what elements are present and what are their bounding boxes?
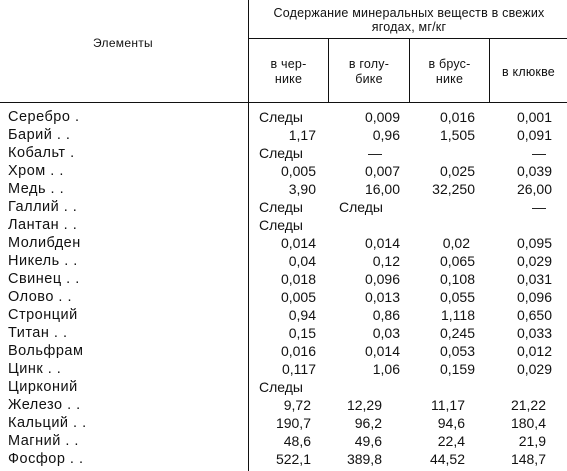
header-bog-bilberry [329, 42, 409, 102]
table-row [0, 108, 567, 126]
table-row [0, 378, 567, 396]
value-blueberry: 9,72 [283, 397, 311, 413]
value-blueberry: 522,1 [275, 451, 311, 467]
element-name: Галлий . . [8, 199, 78, 215]
value-bog-bilberry: 0,12 [372, 253, 400, 269]
header-bottom-line [0, 102, 567, 103]
value-cranberry: 0,091 [516, 127, 552, 143]
value-blueberry: 0,018 [280, 271, 316, 287]
value-bog-bilberry: 0,007 [364, 163, 400, 179]
value-bog-bilberry: 389,8 [346, 451, 382, 467]
element-name: Магний . . [8, 433, 79, 449]
value-lingonberry: 0,065 [439, 253, 475, 269]
value-lingonberry: 1,505 [439, 127, 475, 143]
element-name: Вольфрам [8, 343, 84, 359]
value-lingonberry: 0,108 [439, 271, 475, 287]
header-blueberry [249, 42, 328, 102]
header-cranberry-label: в клюкве [502, 64, 555, 79]
table-row [0, 342, 567, 360]
value-bog-bilberry: 49,6 [354, 433, 382, 449]
value-bog-bilberry: 0,03 [372, 325, 400, 341]
value-cranberry: 0,029 [516, 361, 552, 377]
value-cranberry: 26,00 [516, 181, 552, 197]
value-bog-bilberry: 0,009 [364, 109, 400, 125]
table-row [0, 234, 567, 252]
value-blueberry: 1,17 [288, 127, 316, 143]
element-name: Титан . . [8, 325, 68, 341]
value-lingonberry: 0,02 [442, 235, 470, 251]
value-bog-bilberry: 0,86 [372, 307, 400, 323]
value-cranberry: 21,9 [518, 433, 546, 449]
element-name: Молибден [8, 235, 81, 251]
value-cranberry: 0,033 [516, 325, 552, 341]
value-lingonberry: 0,053 [439, 343, 475, 359]
header-bog-bilberry-label: в голу- бике [348, 57, 390, 86]
header-blueberry-label: в чер- нике [270, 57, 307, 86]
table-row [0, 450, 567, 468]
element-name: Хром . . [8, 163, 64, 179]
element-name: Кальций . . [8, 415, 87, 431]
value-blueberry: Следы [259, 217, 303, 233]
value-blueberry: 0,014 [280, 235, 316, 251]
table-row [0, 432, 567, 450]
value-cranberry: 0,650 [516, 307, 552, 323]
value-bog-bilberry: 96,2 [354, 415, 382, 431]
header-lingonberry [410, 42, 489, 102]
element-name: Стронций [8, 307, 78, 323]
value-cranberry: — [532, 199, 546, 215]
value-bog-bilberry: 0,014 [364, 235, 400, 251]
value-cranberry: 0,012 [516, 343, 552, 359]
element-name: Барий . . [8, 127, 71, 143]
table-row [0, 144, 567, 162]
header-mineral-content: Содержание минеральных веществ в свежих ягодах, мг/кг [273, 6, 545, 34]
value-blueberry: 0,04 [288, 253, 316, 269]
header-divider-line [249, 38, 567, 39]
value-cranberry: 0,095 [516, 235, 552, 251]
value-cranberry: 0,039 [516, 163, 552, 179]
value-lingonberry: 1,118 [441, 307, 475, 323]
value-bog-bilberry: 0,013 [364, 289, 400, 305]
value-lingonberry: 0,016 [439, 109, 475, 125]
value-blueberry: 190,7 [275, 415, 311, 431]
value-blueberry: 0,016 [280, 343, 316, 359]
value-blueberry: 0,15 [288, 325, 316, 341]
value-bog-bilberry: 16,00 [364, 181, 400, 197]
value-blueberry: Следы [259, 109, 303, 125]
value-cranberry: 0,001 [516, 109, 552, 125]
element-name: Серебро . [8, 109, 80, 125]
value-cranberry: 0,031 [516, 271, 552, 287]
element-name: Железо . . [8, 397, 81, 413]
table-row [0, 270, 567, 288]
element-name: Цирконий [8, 379, 78, 395]
element-name: Никель . . [8, 253, 78, 269]
value-cranberry: 148,7 [510, 451, 546, 467]
header-elements: Элементы [93, 36, 153, 50]
value-lingonberry: 44,52 [429, 451, 465, 467]
value-lingonberry: 0,245 [439, 325, 475, 341]
value-blueberry: 3,90 [288, 181, 316, 197]
value-blueberry: Следы [259, 199, 303, 215]
table-row [0, 252, 567, 270]
value-cranberry: 0,029 [516, 253, 552, 269]
header-lingonberry-label: в брус- нике [428, 57, 471, 86]
value-blueberry: 0,005 [280, 289, 316, 305]
element-name: Свинец . . [8, 271, 80, 287]
value-lingonberry: 0,055 [439, 289, 475, 305]
value-bog-bilberry: 1,06 [372, 361, 400, 377]
element-name: Лантан . . [8, 217, 78, 233]
header-cranberry [490, 42, 567, 102]
value-blueberry: 0,94 [288, 307, 316, 323]
table-row [0, 324, 567, 342]
value-blueberry: Следы [259, 379, 303, 395]
value-cranberry: 180,4 [510, 415, 546, 431]
value-cranberry: 21,22 [510, 397, 546, 413]
table-row [0, 288, 567, 306]
value-blueberry: 0,005 [280, 163, 316, 179]
element-name: Кобальт . [8, 145, 75, 161]
value-bog-bilberry: 0,014 [364, 343, 400, 359]
table-row [0, 126, 567, 144]
element-name: Фосфор . . [8, 451, 84, 467]
value-lingonberry: 0,025 [439, 163, 475, 179]
table-row [0, 180, 567, 198]
value-bog-bilberry: 0,096 [364, 271, 400, 287]
value-bog-bilberry: — [368, 145, 382, 161]
value-lingonberry: 11,17 [431, 397, 465, 413]
value-bog-bilberry: 0,96 [372, 127, 400, 143]
value-blueberry: 48,6 [283, 433, 311, 449]
element-name: Цинк . . [8, 361, 62, 377]
value-cranberry: — [532, 145, 546, 161]
table-row [0, 360, 567, 378]
value-blueberry: Следы [259, 145, 303, 161]
table-row [0, 414, 567, 432]
value-bog-bilberry: 12,29 [346, 397, 382, 413]
table-row [0, 306, 567, 324]
value-bog-bilberry: Следы [339, 199, 383, 215]
element-name: Медь . . [8, 181, 65, 197]
table-row [0, 162, 567, 180]
table-row [0, 396, 567, 414]
value-lingonberry: 32,250 [432, 181, 475, 197]
value-blueberry: 0,117 [282, 361, 316, 377]
table-row [0, 216, 567, 234]
value-lingonberry: 0,159 [439, 361, 475, 377]
table-row [0, 198, 567, 216]
value-lingonberry: 22,4 [437, 433, 465, 449]
element-name: Олово . . [8, 289, 73, 305]
value-cranberry: 0,096 [516, 289, 552, 305]
value-lingonberry: 94,6 [437, 415, 465, 431]
